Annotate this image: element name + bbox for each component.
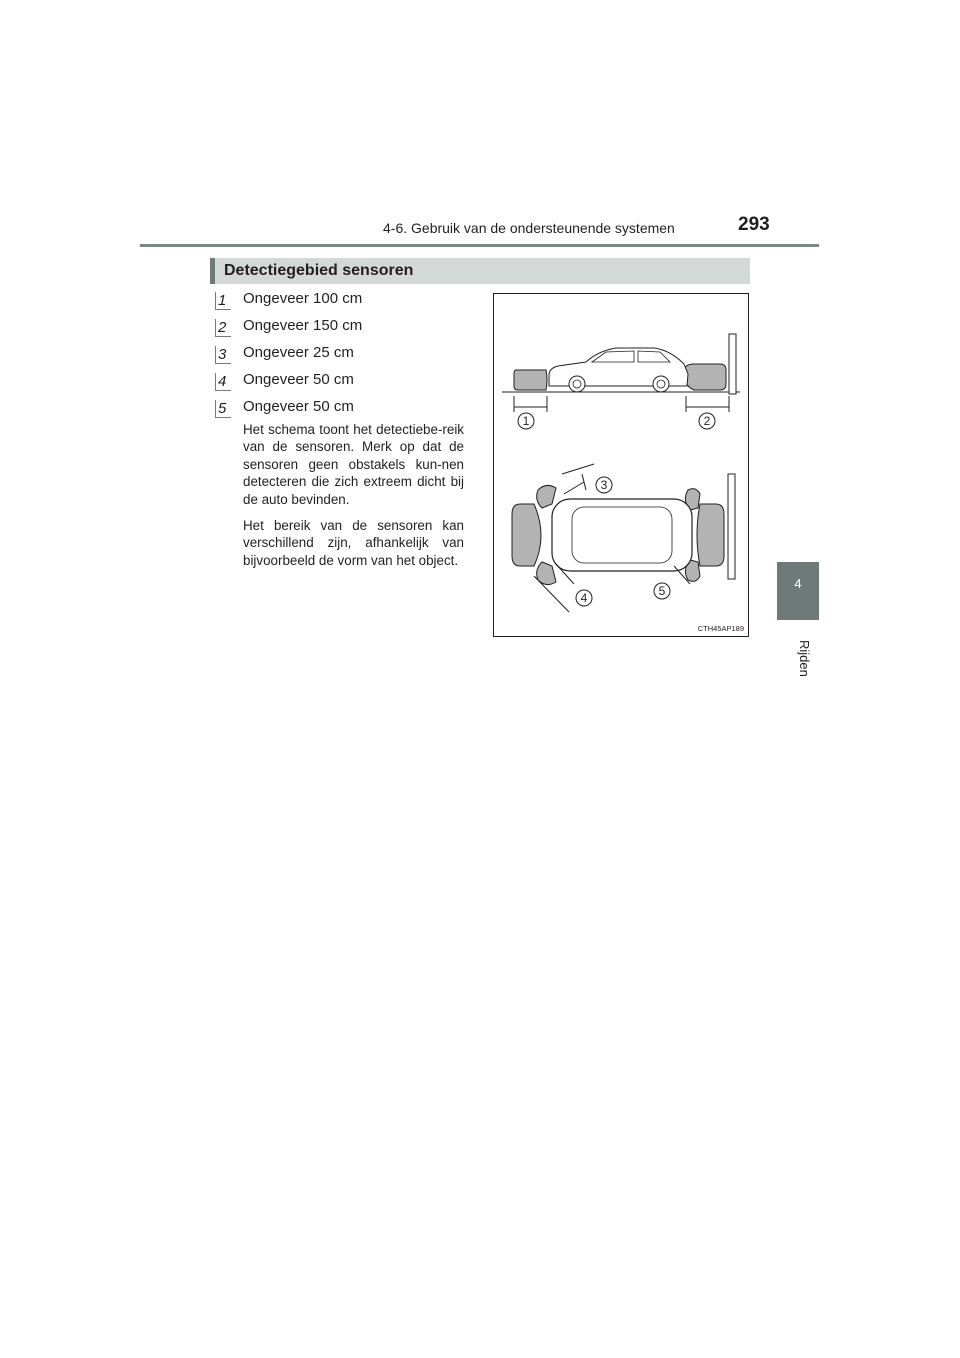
- sensor-diagram-svg: [494, 294, 750, 638]
- side-view: [502, 334, 740, 429]
- rear-sensor-zone: [514, 370, 547, 390]
- list-item-number: 1: [218, 291, 234, 310]
- wall-obstacle-top: [728, 474, 735, 579]
- list-item-number: 3: [218, 345, 234, 364]
- sensor-diagram: [493, 293, 749, 637]
- distance-list: [218, 289, 488, 424]
- list-item-text: Ongeveer 100 cm: [243, 290, 363, 307]
- description-paragraph: Het schema toont het detectiebe-reik van de sensoren. Merk op dat de sensoren geen obstakels kun-nen detecteren die zich extreem dicht bij de auto bevinden.: [243, 422, 464, 507]
- list-item-number: 2: [218, 318, 234, 337]
- list-item-text: Ongeveer 150 cm: [243, 317, 363, 334]
- header-divider: [140, 244, 819, 247]
- list-item-text: Ongeveer 50 cm: [243, 398, 354, 415]
- description-paragraph: Het bereik van de sensoren kan verschillend zijn, afhankelijk van bijvoorbeeld de vorm van het object.: [243, 518, 464, 568]
- list-item-text: Ongeveer 25 cm: [243, 344, 354, 361]
- page-number: 293: [738, 214, 770, 235]
- list-item-number: 4: [218, 372, 234, 391]
- header-section-title: 4-6. Gebruik van de ondersteunende systemen: [383, 220, 675, 236]
- callout-4-label: 4: [580, 591, 588, 605]
- section-heading: [210, 258, 750, 284]
- list-item: [218, 289, 488, 316]
- callout-1-label: 1: [522, 414, 530, 428]
- chapter-number: 4: [794, 576, 802, 591]
- list-item: [218, 316, 488, 343]
- callout-3-label: 3: [600, 478, 608, 492]
- front-sensor-zone: [684, 364, 726, 390]
- callout-2-label: 2: [703, 414, 711, 428]
- chapter-label: Rijden: [797, 640, 812, 677]
- list-item: [218, 397, 488, 424]
- callout-5-label: 5: [658, 584, 666, 598]
- list-item: [218, 343, 488, 370]
- figure-code: CTH45AP189: [697, 624, 744, 633]
- section-accent: [210, 258, 215, 284]
- chapter-tab[interactable]: [777, 562, 819, 620]
- section-title: Detectiegebied sensoren: [224, 262, 414, 279]
- list-item-text: Ongeveer 50 cm: [243, 371, 354, 388]
- list-item-number: 5: [218, 399, 234, 418]
- wall-obstacle: [729, 334, 736, 394]
- front-center-zone: [697, 504, 724, 566]
- list-item: [218, 370, 488, 397]
- rear-center-zone: [512, 504, 541, 566]
- top-view: [512, 464, 735, 612]
